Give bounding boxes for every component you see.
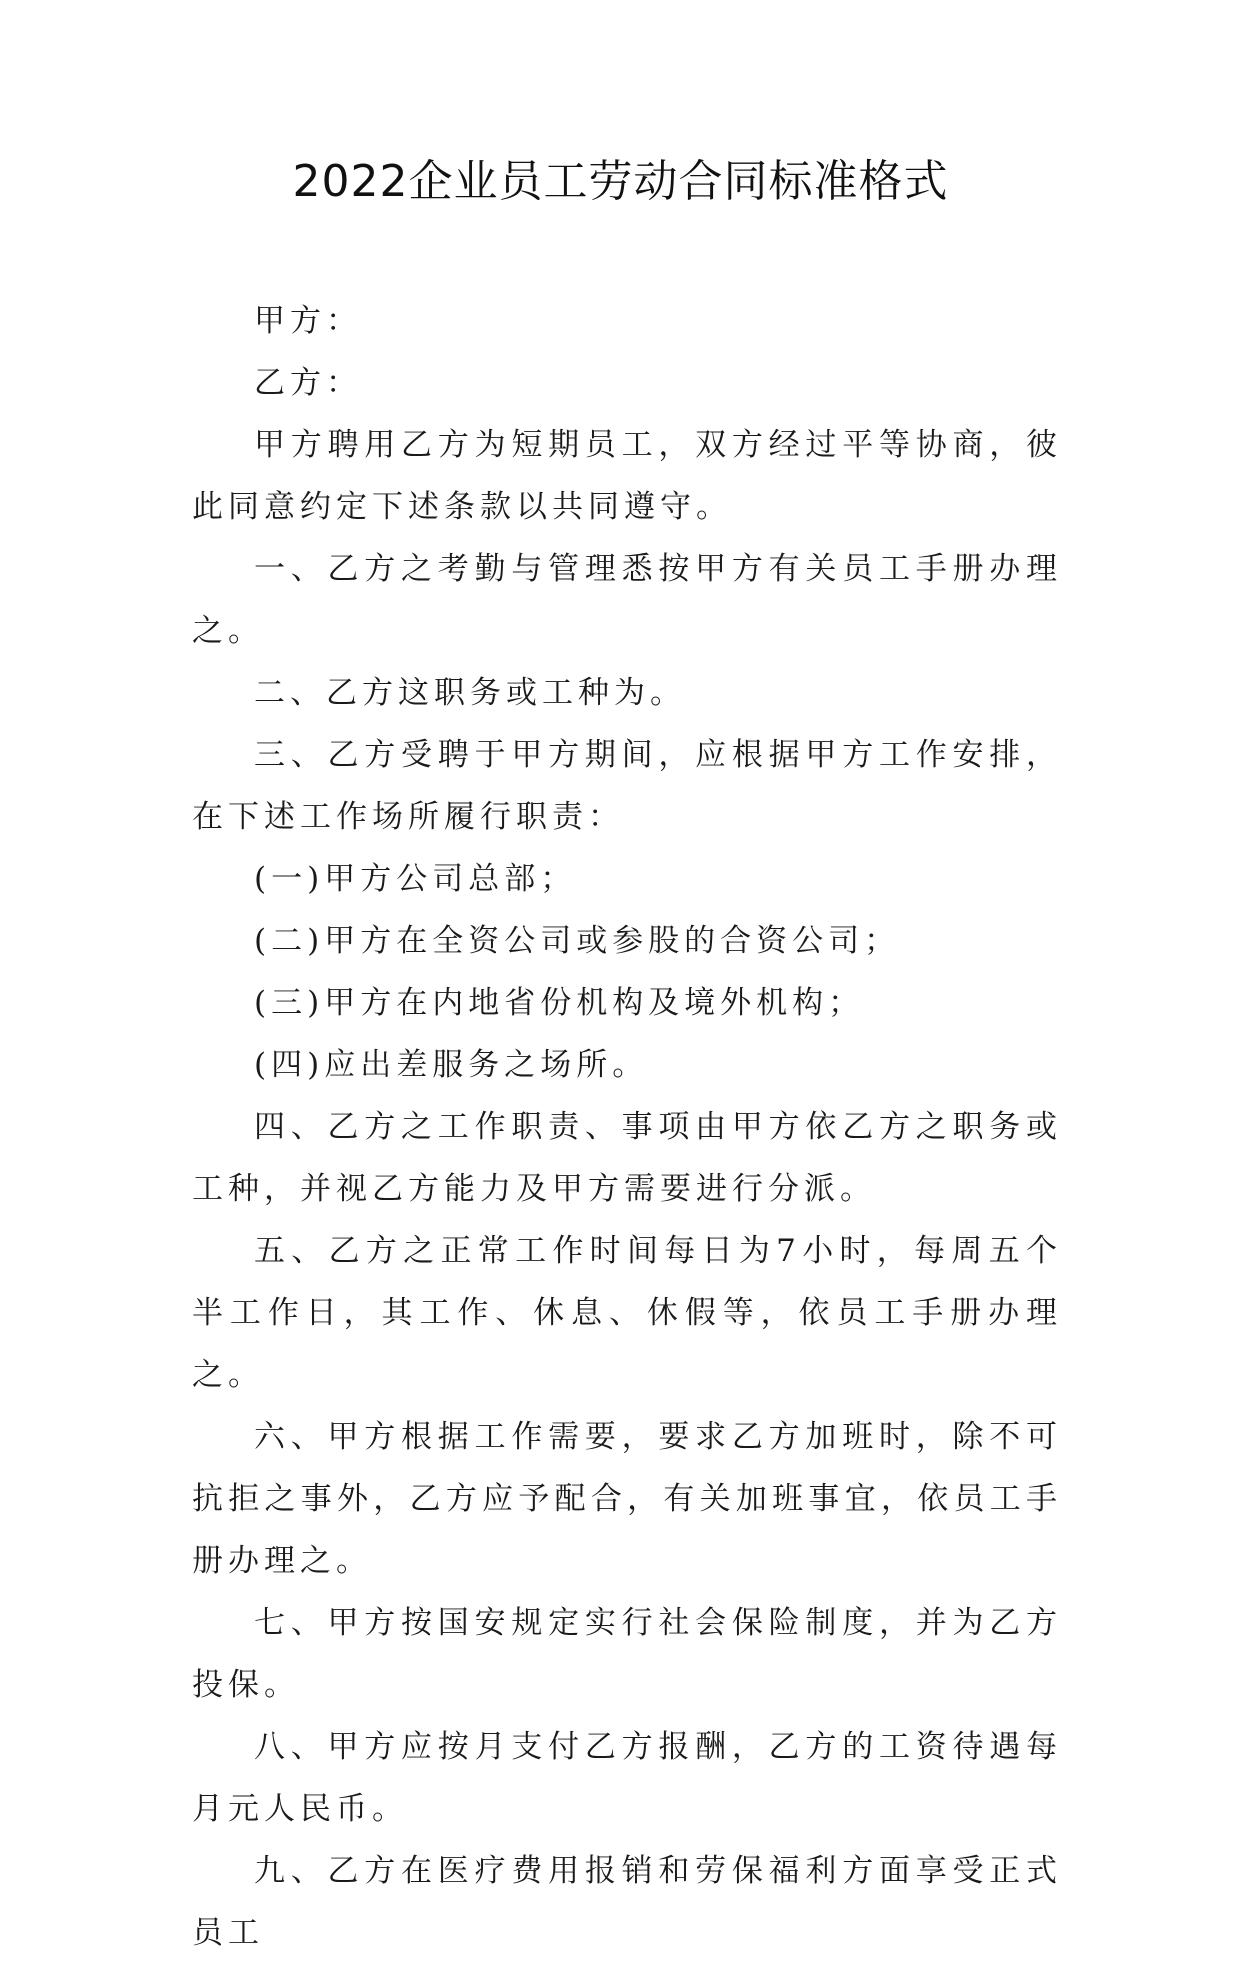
clause-3-item-1: (一)甲方公司总部；: [254, 861, 577, 897]
clause-3: 三、乙方受聘于甲方期间，应根据甲方工作安排，在下述工作场所履行职责：: [192, 737, 1062, 835]
document-body: [192, 290, 1062, 1964]
clause-9: 九、乙方在医疗费用报销和劳保福利方面享受正式员工: [192, 1853, 1062, 1951]
clause-1: 一、乙方之考勤与管理悉按甲方有关员工手册办理之。: [192, 551, 1062, 649]
clause-5: 五、乙方之正常工作时间每日为7小时，每周五个半工作日，其工作、休息、休假等，依员工手册办理之。: [192, 1233, 1062, 1393]
clause-6: 六、甲方根据工作需要，要求乙方加班时，除不可抗拒之事外，乙方应予配合，有关加班事宜，依员工手册办理之。: [192, 1419, 1062, 1579]
clause-3-item-2: (二)甲方在全资公司或参股的合资公司；: [254, 923, 901, 959]
clause-4: 四、乙方之工作职责、事项由甲方依乙方之职务或工种，并视乙方能力及甲方需要进行分派。: [192, 1109, 1062, 1207]
clause-7: 七、甲方按国安规定实行社会保险制度，并为乙方投保。: [192, 1605, 1062, 1703]
clause-3-item-3: (三)甲方在内地省份机构及境外机构；: [254, 985, 865, 1021]
party-a-line: 甲方：: [254, 303, 362, 339]
preamble-paragraph: 甲方聘用乙方为短期员工，双方经过平等协商，彼此同意约定下述条款以共同遵守。: [192, 427, 1062, 525]
clause-8: 八、甲方应按月支付乙方报酬，乙方的工资待遇每月元人民币。: [192, 1729, 1062, 1827]
document-title: 2022企业员工劳动合同标准格式: [292, 156, 949, 207]
clause-3-item-4: (四)应出差服务之场所。: [254, 1047, 649, 1083]
party-b-line: 乙方：: [254, 365, 362, 401]
clause-2: 二、乙方这职务或工种为。: [254, 675, 686, 711]
